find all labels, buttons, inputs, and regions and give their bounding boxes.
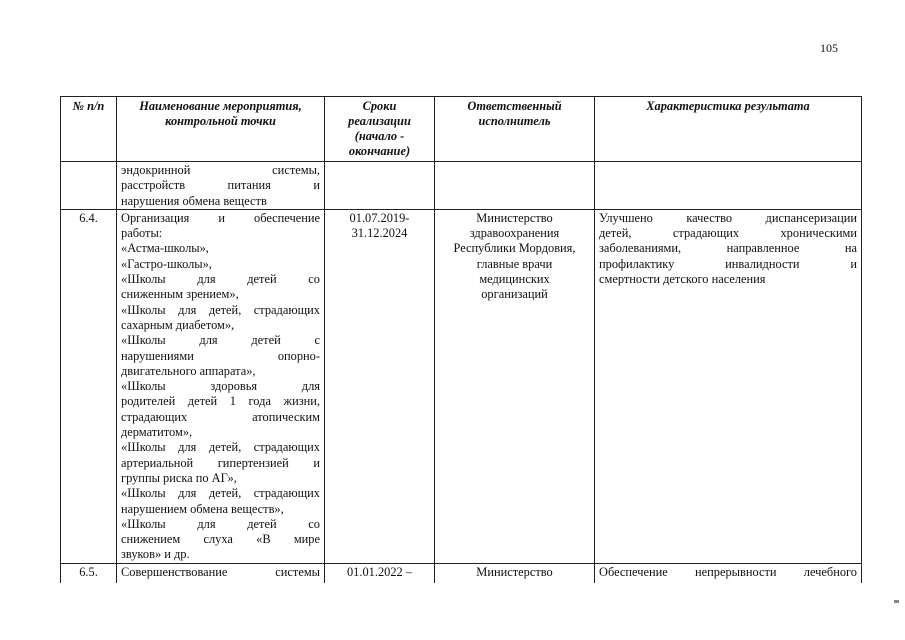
table-row-6-4: [61, 209, 862, 563]
table-row-continuation: [61, 162, 862, 210]
table-row-6-5: [61, 563, 862, 583]
scan-mark: [894, 600, 899, 603]
cell-result: [595, 162, 862, 210]
cell-term: 01.01.2022 –: [325, 563, 435, 583]
cell-name: Организация и обеспечение работы: «Астма-школы», «Гастро-школы», «Школы для детей со сниженным зрением», «Школы для детей, страдающих сахарным диабетом», «Школы для детей с нарушениями опорно- двигательного аппарата», «Школы здоровья для родителей детей 1 года жизни, страдающих атопическим дерматитом», «Школы для детей, страдающих артериальной гипертензией и группы риска по АГ», «Школы для детей, страдающих нарушением обмена веществ», «Школы для детей со снижением слуха «В мире звуков» и др.: [117, 209, 325, 563]
cell-term: 01.07.2019- 31.12.2024: [325, 209, 435, 563]
header-responsible: Ответственный исполнитель: [435, 97, 595, 162]
cell-responsible: Министерство: [435, 563, 595, 583]
table-header-row: [61, 97, 862, 162]
cell-responsible: Министерство здравоохранения Республики Мордовия, главные врачи медицинских организаций: [435, 209, 595, 563]
activities-table: [60, 96, 862, 583]
cell-name: эндокринной системы, расстройств питания и нарушения обмена веществ: [117, 162, 325, 210]
page-number: 105: [820, 41, 838, 55]
cell-num: 6.5.: [61, 563, 117, 583]
header-num: № п/п: [61, 97, 117, 162]
cell-result: Обеспечение непрерывности лечебного: [595, 563, 862, 583]
cell-term: [325, 162, 435, 210]
cell-num: [61, 162, 117, 210]
cell-responsible: [435, 162, 595, 210]
header-term: Сроки реализации (начало - окончание): [325, 97, 435, 162]
header-name: Наименование мероприятия, контрольной точки: [117, 97, 325, 162]
header-result: Характеристика результата: [595, 97, 862, 162]
cell-result: Улучшено качество диспансеризации детей, страдающих хроническими заболеваниями, направленное на профилактику инвалидности и смертности детского населения: [595, 209, 862, 563]
cell-name: Совершенствование системы: [117, 563, 325, 583]
cell-num: 6.4.: [61, 209, 117, 563]
